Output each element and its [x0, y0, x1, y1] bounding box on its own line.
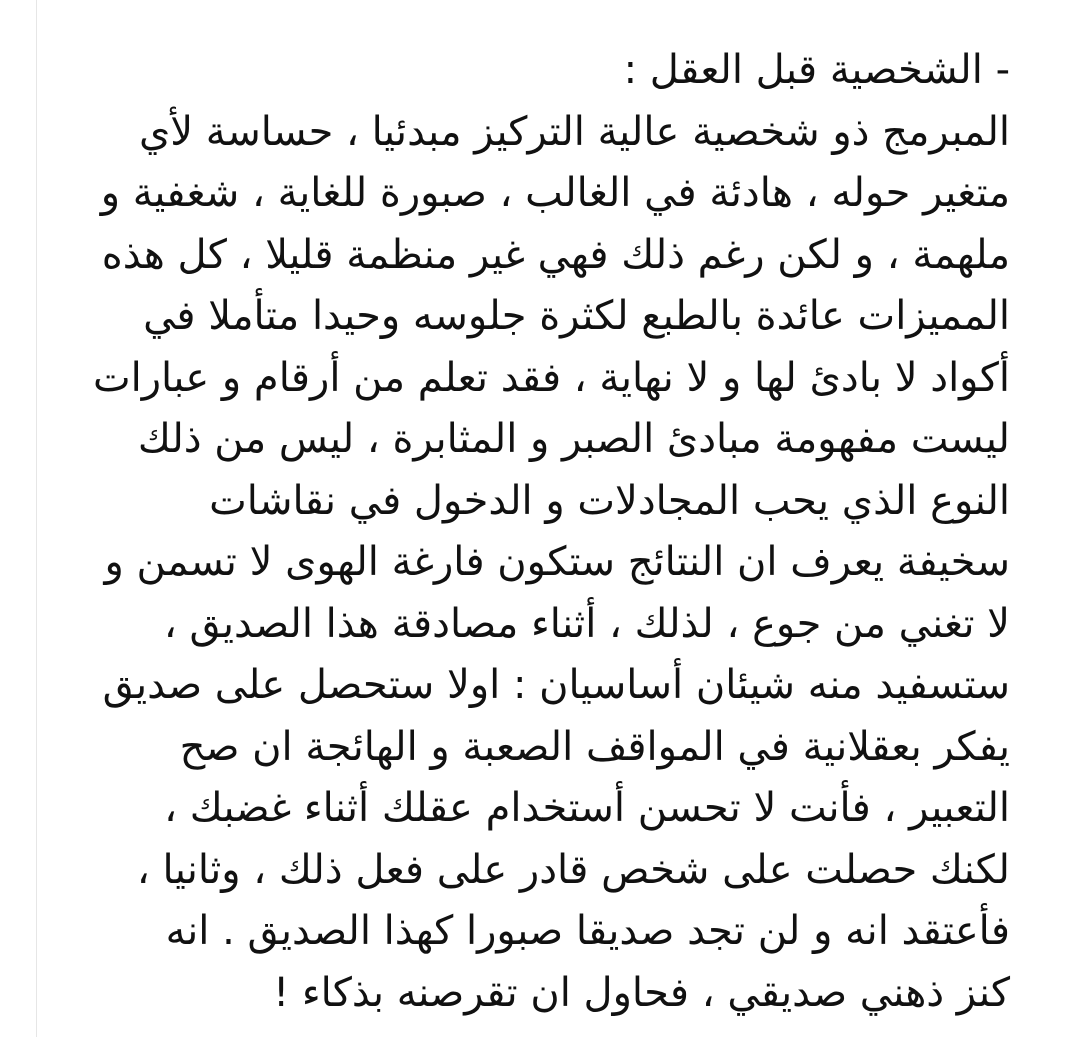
- text-line-13: لكنك حصلت على شخص قادر على فعل ذلك ، وثانيا ،: [136, 846, 1010, 893]
- section-heading: - الشخصية قبل العقل :: [623, 47, 1010, 93]
- text-line-1: المبرمج ذو شخصية عالية التركيز مبدئيا ، حساسة لأي: [138, 108, 1010, 155]
- text-line-8: سخيفة يعرف ان النتائج ستكون فارغة الهوى لا تسمن و: [104, 539, 1010, 585]
- text-line-15: كنز ذهني صديقي ، فحاول ان تقرصنه بذكاء !: [273, 969, 1010, 1016]
- text-line-3: ملهمة ، و لكن رغم ذلك فهي غير منظمة قليلا ، كل هذه: [101, 231, 1010, 278]
- text-line-7: النوع الذي يحب المجادلات و الدخول في نقاشات: [209, 477, 1010, 524]
- text-line-14: فأعتقد انه و لن تجد صديقا صبورا كهذا الصديق . انه: [165, 908, 1010, 954]
- text-line-5: أكواد لا بادئ لها و لا نهاية ، فقد تعلم من أرقام و عبارات: [92, 354, 1010, 401]
- text-line-4: المميزات عائدة بالطبع لكثرة جلوسه وحيدا متأملا في: [143, 293, 1010, 339]
- left-border-line: [36, 0, 37, 1037]
- text-line-2: متغير حوله ، هادئة في الغالب ، صبورة للغاية ، شغفية و: [100, 170, 1010, 216]
- text-line-9: لا تغني من جوع ، لذلك ، أثناء مصادقة هذا الصديق ،: [163, 600, 1010, 647]
- text-line-12: التعبير ، فأنت لا تحسن أستخدام عقلك أثناء غضبك ،: [164, 785, 1010, 831]
- article-text: [60, 40, 1010, 1024]
- text-line-6: ليست مفهومة مبادئ الصبر و المثابرة ، ليس من ذلك: [137, 416, 1010, 462]
- text-line-11: يفكر بعقلانية في المواقف الصعبة و الهائجة ان صح: [179, 723, 1010, 770]
- text-line-10: ستسفيد منه شيئان أساسيان : اولا ستحصل على صديق: [102, 662, 1010, 708]
